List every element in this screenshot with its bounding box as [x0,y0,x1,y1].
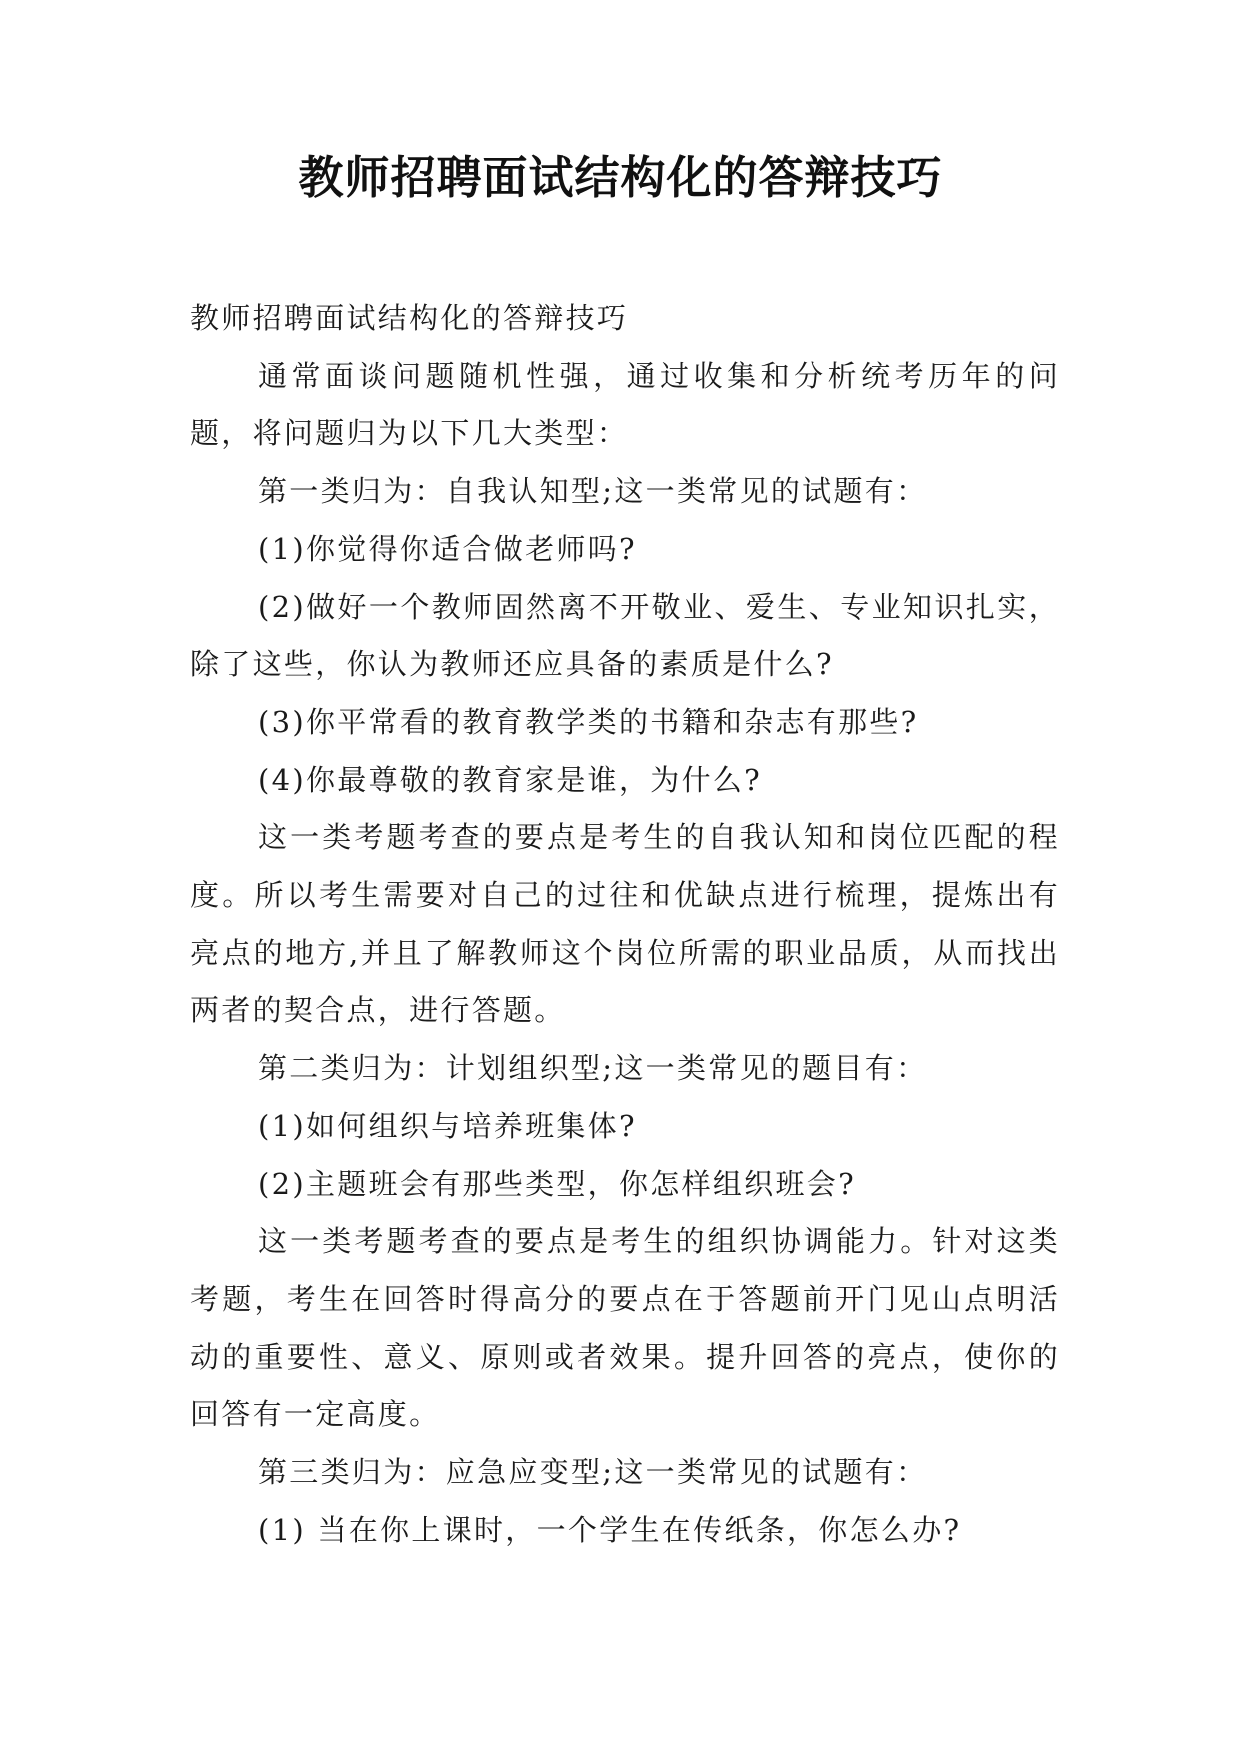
list-item-question: (1) 当在你上课时，一个学生在传纸条，你怎么办? [258,1512,962,1547]
list-item-question: (2)主题班会有那些类型，你怎样组织班会? [258,1166,856,1201]
list-item-question: (2)做好一个教师固然离不开敬业、爱生、专业知识扎实，除了这些，你认为教师还应具备的素质是什么? [190,589,1060,682]
paragraph-category-3: 第三类归为：应急应变型;这一类常见的试题有： [258,1455,928,1490]
document-title: 教师招聘面试结构化的答辩技巧 [298,151,943,204]
paragraph-intro: 通常面谈问题随机性强，通过收集和分析统考历年的问题，将问题归为以下几大类型： [190,358,1060,451]
list-item-question: (1)如何组织与培养班集体? [258,1108,637,1143]
list-item-question: (4)你最尊敬的教育家是谁，为什么? [258,762,763,797]
paragraph-category-1: 第一类归为：自我认知型;这一类常见的试题有： [258,474,928,509]
paragraph-analysis-2: 这一类考题考查的要点是考生的组织协调能力。针对这类考题，考生在回答时得高分的要点在于答题前开门见山点明活动的重要性、意义、原则或者效果。提升回答的亮点，使你的回答有一定高度。 [190,1224,1060,1432]
list-item-question: (3)你平常看的教育教学类的书籍和杂志有那些? [258,704,919,739]
paragraph-subtitle: 教师招聘面试结构化的答辩技巧 [190,301,629,335]
list-item-question: (1)你觉得你适合做老师吗? [258,531,637,566]
paragraph-analysis-1: 这一类考题考查的要点是考生的自我认知和岗位匹配的程度。所以考生需要对自己的过往和优缺点进行梳理，提炼出有亮点的地方,并且了解教师这个岗位所需的职业品质，从而找出两者的契合点，进行答题。 [190,820,1060,1028]
document-body [190,290,1060,1559]
paragraph-category-2: 第二类归为：计划组织型;这一类常见的题目有： [258,1051,928,1086]
